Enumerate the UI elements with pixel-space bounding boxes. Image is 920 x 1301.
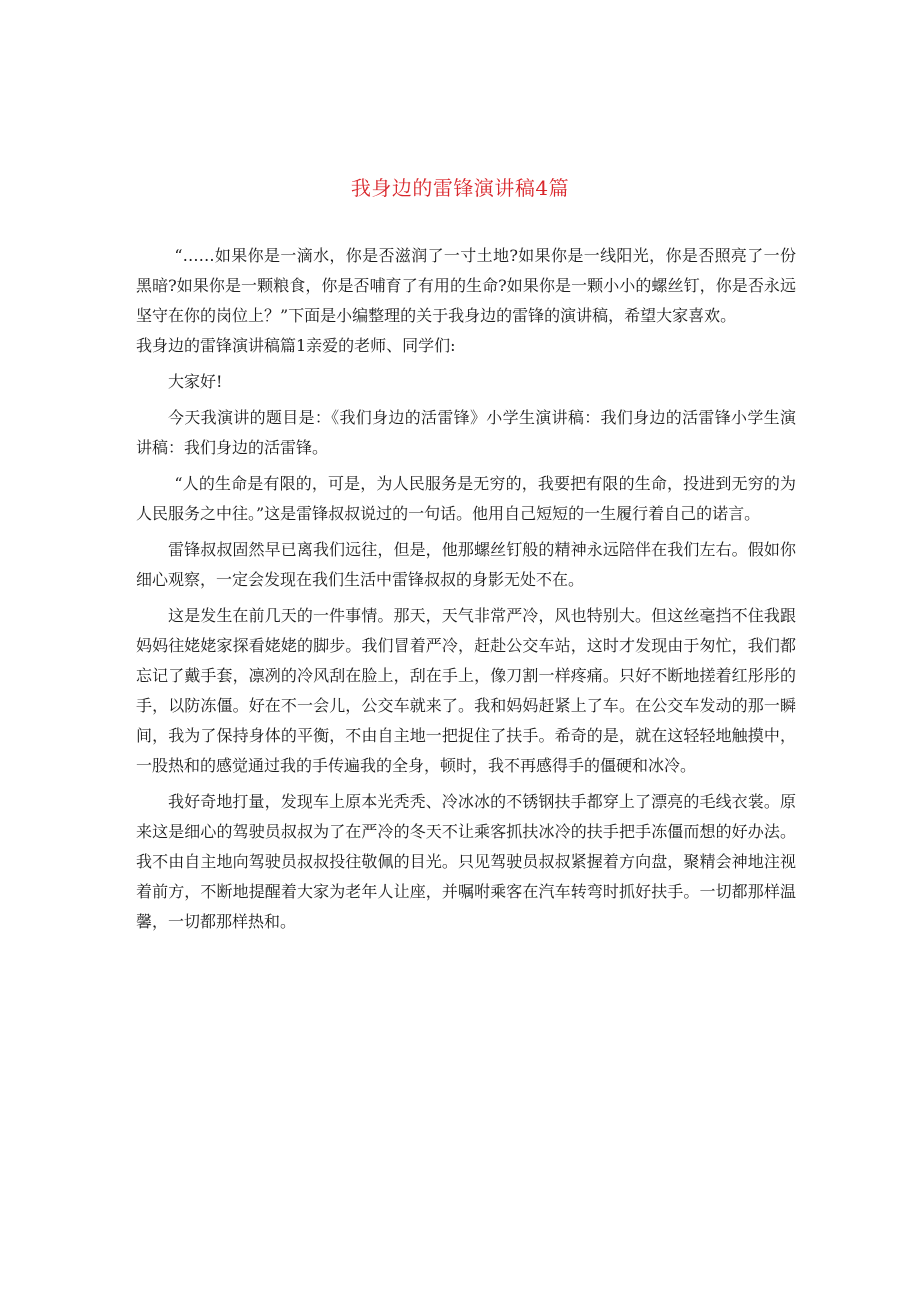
- intro-paragraph: “……如果你是一滴水，你是否滋润了一寸土地?如果你是一线阳光，你是否照亮了一份黑暗?如果你是一颗粮食，你是否哺育了有用的生命?如果你是一颗小小的螺丝钉，你是否永远坚守在你的岗位上？”下面是小编整理的关于我身边的雷锋的演讲稿，希望大家喜欢。: [136, 246, 796, 325]
- story-paragraph: 这是发生在前几天的一件事情。那天，天气非常严冷，风也特别大。但这丝毫挡不住我跟妈妈往姥姥家探看姥姥的脚步。我们冒着严冷，赶赴公交车站，这时才发现由于匆忙，我们都忘记了戴手套，凛冽的冷风刮在脸上，刮在手上，像刀割一样疼痛。只好不断地搓着红彤彤的手，以防冻僵。好在不一会儿，公交车就来了。我和妈妈赶紧上了车。在公交车发动的那一瞬间，我为了保持身体的平衡，不由自主地一把捉住了扶手。希奇的是，就在这轻轻地触摸中，一股热和的感觉通过我的手传遍我的全身，顿时，我不再感得手的僵硬和冰冷。: [136, 606, 796, 775]
- topic-paragraph: 今天我演讲的题目是：《我们身边的活雷锋》小学生演讲稿：我们身边的活雷锋小学生演讲稿：我们身边的活雷锋。: [136, 408, 796, 457]
- quote-paragraph: “人的生命是有限的，可是，为人民服务是无穷的，我要把有限的生命，投进到无穷的为人民服务之中往。”这是雷锋叔叔说过的一句话。他用自己短短的一生履行着自己的诺言。: [136, 474, 796, 523]
- conclusion-paragraph: 我好奇地打量，发现车上原本光秃秃、冷冰冰的不锈钢扶手都穿上了漂亮的毛线衣裳。原来这是细心的驾驶员叔叔为了在严冷的冬天不让乘客抓扶冰冷的扶手把手冻僵而想的好办法。我不由自主地向驾驶员叔叔投往敬佩的目光。只见驾驶员叔叔紧握着方向盘，聚精会神地注视着前方，不断地提醒着大家为老年人让座，并嘱咐乘客在汽车转弯时抓好扶手。一切都那样温馨，一切都那样热和。: [136, 792, 796, 931]
- greeting-paragraph: 大家好!: [168, 372, 223, 391]
- section-heading: 我身边的雷锋演讲稿篇1亲爱的老师、同学们:: [136, 336, 456, 355]
- spirit-paragraph: 雷锋叔叔固然早已离我们远往，但是，他那螺丝钉般的精神永远陪伴在我们左右。假如你细心观察，一定会发现在我们生活中雷锋叔叔的身影无处不在。: [136, 540, 796, 589]
- document-title: 我身边的雷锋演讲稿4篇: [350, 176, 570, 200]
- document-body: [136, 241, 796, 937]
